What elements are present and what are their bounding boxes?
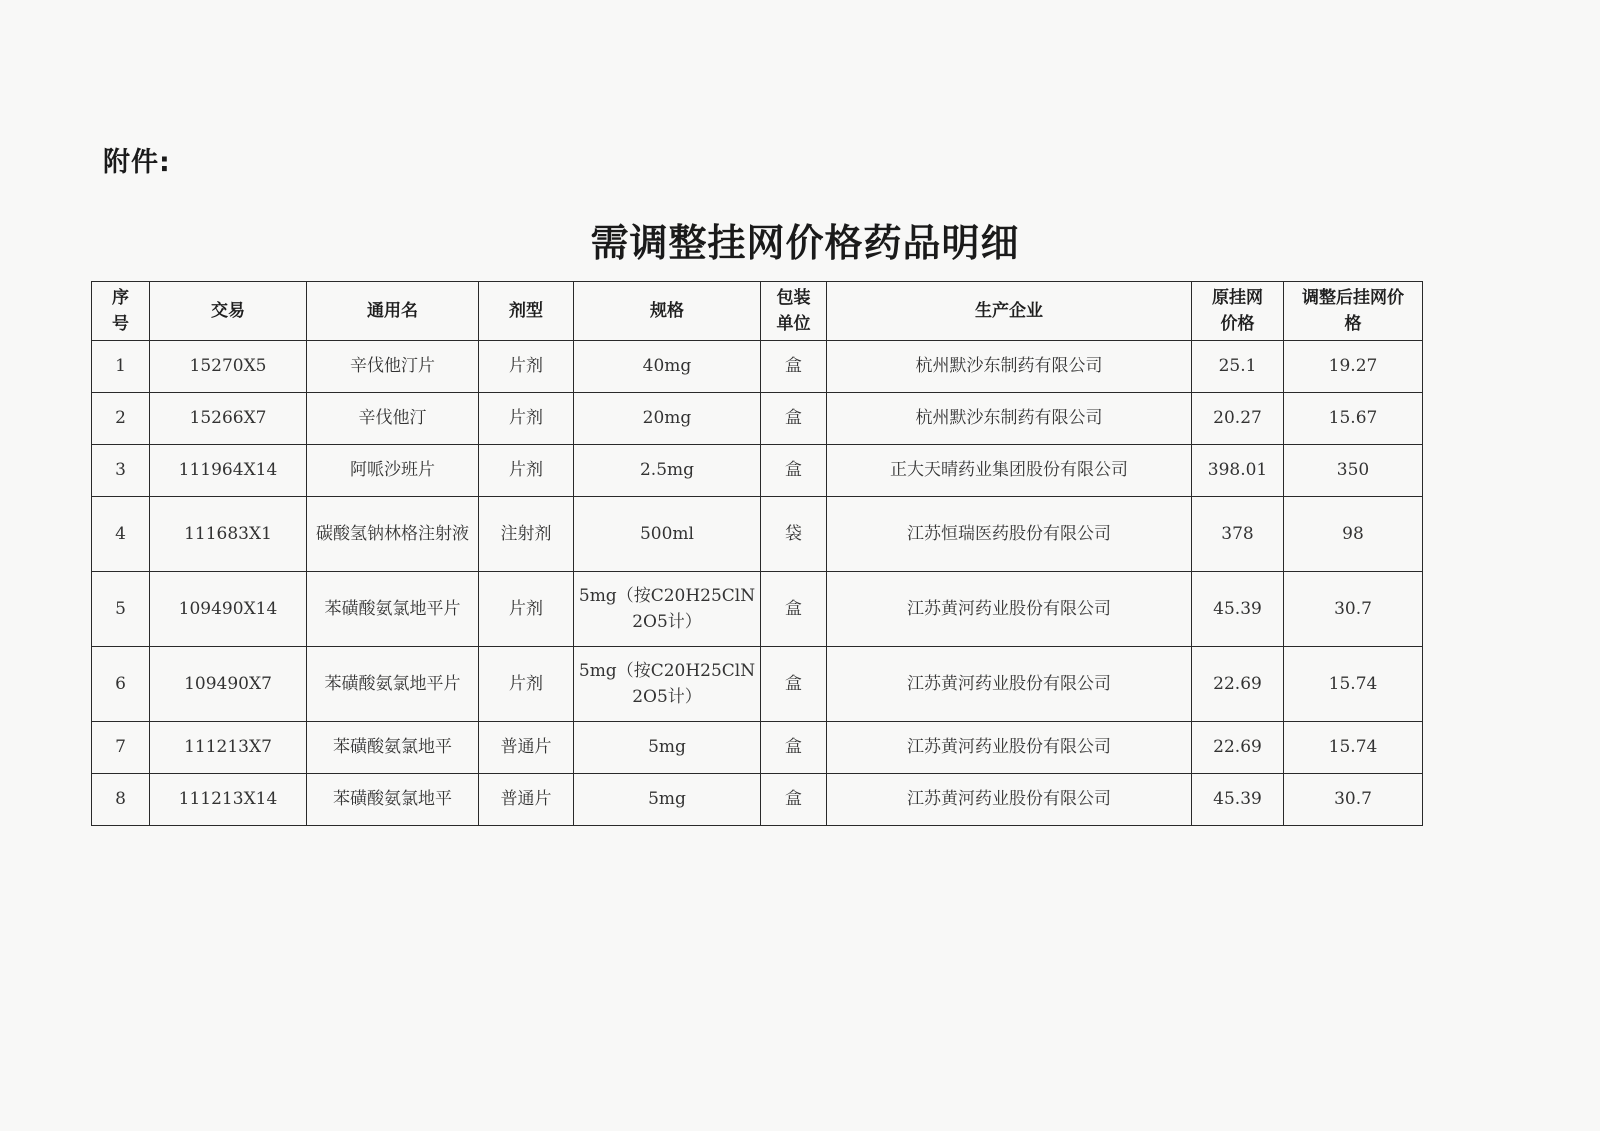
header-package-unit: 包装单位 xyxy=(761,282,827,341)
cell-trade: 111213X14 xyxy=(150,774,307,826)
cell-trade: 15270X5 xyxy=(150,341,307,393)
cell-generic-name: 苯磺酸氨氯地平 xyxy=(307,722,479,774)
cell-package-unit: 盒 xyxy=(761,445,827,497)
cell-adjusted-price: 15.74 xyxy=(1284,722,1423,774)
document-title: 需调整挂网价格药品明细 xyxy=(590,221,1020,265)
cell-trade: 109490X7 xyxy=(150,647,307,722)
header-manufacturer: 生产企业 xyxy=(827,282,1192,341)
cell-seq: 5 xyxy=(92,572,150,647)
cell-orig-price: 45.39 xyxy=(1192,774,1284,826)
cell-dosage-form: 片剂 xyxy=(479,572,574,647)
table-row xyxy=(92,647,1423,722)
cell-seq: 2 xyxy=(92,393,150,445)
cell-orig-price: 20.27 xyxy=(1192,393,1284,445)
cell-dosage-form: 片剂 xyxy=(479,341,574,393)
cell-generic-name: 苯磺酸氨氯地平片 xyxy=(307,647,479,722)
cell-dosage-form: 片剂 xyxy=(479,647,574,722)
cell-trade: 111213X7 xyxy=(150,722,307,774)
cell-generic-name: 碳酸氢钠林格注射液 xyxy=(307,497,479,572)
cell-spec: 500ml xyxy=(574,497,761,572)
cell-generic-name: 辛伐他汀 xyxy=(307,393,479,445)
table-row xyxy=(92,722,1423,774)
cell-spec: 20mg xyxy=(574,393,761,445)
cell-orig-price: 398.01 xyxy=(1192,445,1284,497)
header-spec: 规格 xyxy=(574,282,761,341)
cell-package-unit: 盒 xyxy=(761,647,827,722)
cell-spec: 5mg（按C20H25ClN2O5计） xyxy=(574,647,761,722)
cell-spec: 40mg xyxy=(574,341,761,393)
cell-package-unit: 盒 xyxy=(761,341,827,393)
cell-package-unit: 盒 xyxy=(761,572,827,647)
cell-spec: 5mg xyxy=(574,774,761,826)
cell-adjusted-price: 30.7 xyxy=(1284,572,1423,647)
cell-trade: 111683X1 xyxy=(150,497,307,572)
cell-manufacturer: 杭州默沙东制药有限公司 xyxy=(827,393,1192,445)
cell-manufacturer: 江苏黄河药业股份有限公司 xyxy=(827,647,1192,722)
cell-adjusted-price: 19.27 xyxy=(1284,341,1423,393)
cell-generic-name: 辛伐他汀片 xyxy=(307,341,479,393)
cell-dosage-form: 普通片 xyxy=(479,774,574,826)
cell-spec: 5mg xyxy=(574,722,761,774)
cell-adjusted-price: 15.67 xyxy=(1284,393,1423,445)
cell-package-unit: 盒 xyxy=(761,722,827,774)
table-row xyxy=(92,572,1423,647)
cell-package-unit: 袋 xyxy=(761,497,827,572)
table-header-row xyxy=(92,282,1423,341)
cell-trade: 111964X14 xyxy=(150,445,307,497)
cell-manufacturer: 江苏黄河药业股份有限公司 xyxy=(827,722,1192,774)
cell-dosage-form: 片剂 xyxy=(479,393,574,445)
header-orig-price: 原挂网价格 xyxy=(1192,282,1284,341)
cell-manufacturer: 江苏黄河药业股份有限公司 xyxy=(827,774,1192,826)
cell-seq: 4 xyxy=(92,497,150,572)
cell-generic-name: 阿哌沙班片 xyxy=(307,445,479,497)
cell-manufacturer: 江苏恒瑞医药股份有限公司 xyxy=(827,497,1192,572)
header-trade: 交易 xyxy=(150,282,307,341)
cell-dosage-form: 片剂 xyxy=(479,445,574,497)
table-row xyxy=(92,393,1423,445)
cell-package-unit: 盒 xyxy=(761,393,827,445)
cell-manufacturer: 江苏黄河药业股份有限公司 xyxy=(827,572,1192,647)
cell-adjusted-price: 15.74 xyxy=(1284,647,1423,722)
cell-adjusted-price: 350 xyxy=(1284,445,1423,497)
cell-generic-name: 苯磺酸氨氯地平 xyxy=(307,774,479,826)
cell-dosage-form: 普通片 xyxy=(479,722,574,774)
table-row xyxy=(92,445,1423,497)
cell-seq: 8 xyxy=(92,774,150,826)
header-dosage-form: 剂型 xyxy=(479,282,574,341)
cell-trade: 15266X7 xyxy=(150,393,307,445)
cell-orig-price: 25.1 xyxy=(1192,341,1284,393)
table-row xyxy=(92,774,1423,826)
cell-package-unit: 盒 xyxy=(761,774,827,826)
header-seq: 序号 xyxy=(92,282,150,341)
attachment-label: 附件: xyxy=(103,147,171,178)
cell-manufacturer: 杭州默沙东制药有限公司 xyxy=(827,341,1192,393)
table-row xyxy=(92,341,1423,393)
cell-seq: 7 xyxy=(92,722,150,774)
cell-adjusted-price: 30.7 xyxy=(1284,774,1423,826)
cell-dosage-form: 注射剂 xyxy=(479,497,574,572)
cell-orig-price: 22.69 xyxy=(1192,647,1284,722)
table-row xyxy=(92,497,1423,572)
cell-spec: 5mg（按C20H25ClN2O5计） xyxy=(574,572,761,647)
cell-orig-price: 378 xyxy=(1192,497,1284,572)
cell-manufacturer: 正大天晴药业集团股份有限公司 xyxy=(827,445,1192,497)
header-generic-name: 通用名 xyxy=(307,282,479,341)
cell-spec: 2.5mg xyxy=(574,445,761,497)
cell-generic-name: 苯磺酸氨氯地平片 xyxy=(307,572,479,647)
drug-price-table xyxy=(91,281,1423,826)
cell-seq: 1 xyxy=(92,341,150,393)
cell-trade: 109490X14 xyxy=(150,572,307,647)
cell-seq: 3 xyxy=(92,445,150,497)
cell-orig-price: 22.69 xyxy=(1192,722,1284,774)
cell-orig-price: 45.39 xyxy=(1192,572,1284,647)
header-adjusted-price: 调整后挂网价格 xyxy=(1284,282,1423,341)
cell-adjusted-price: 98 xyxy=(1284,497,1423,572)
cell-seq: 6 xyxy=(92,647,150,722)
